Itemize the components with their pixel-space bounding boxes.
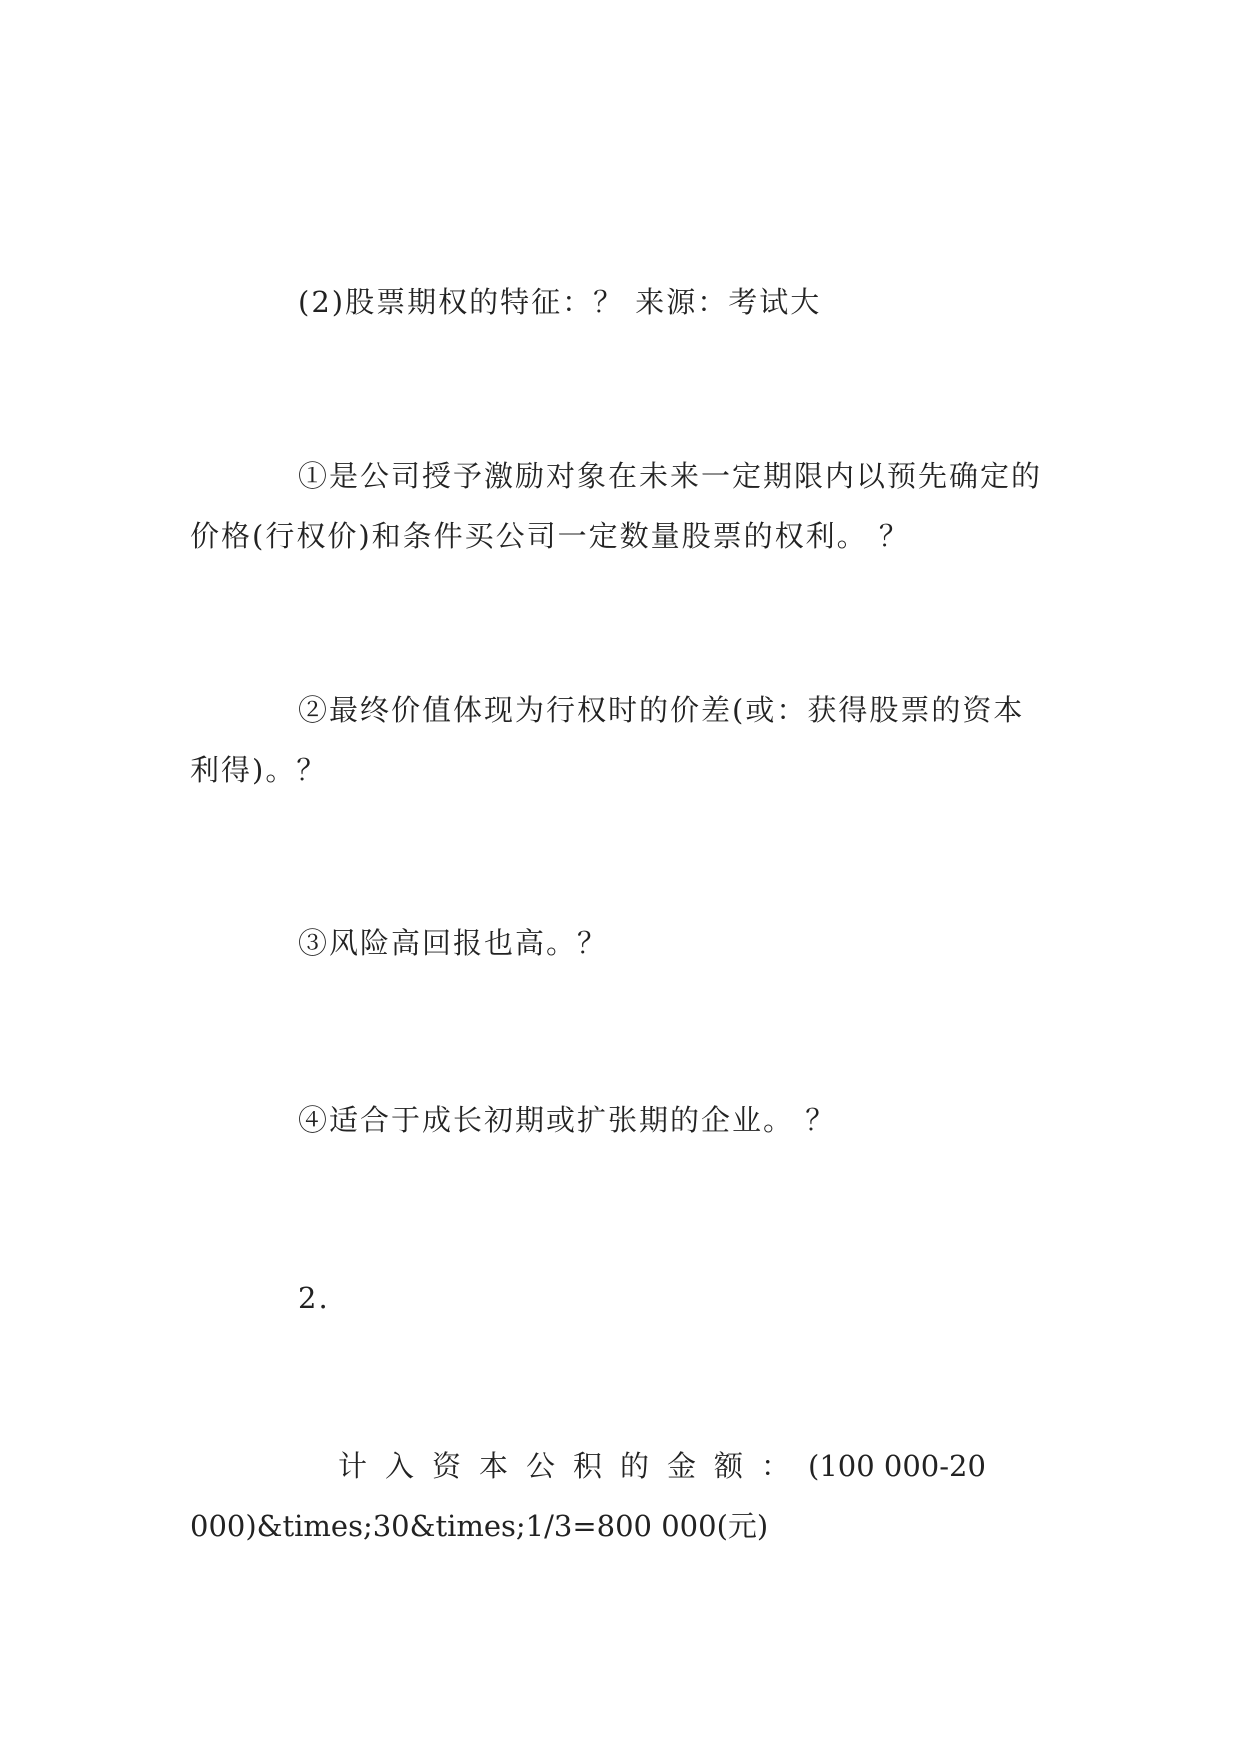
capital-reserve-calculation (190, 1436, 1052, 1556)
calculation-line-1 (190, 1436, 1052, 1496)
paragraph-feature-4: ④适合于成长初期或扩张期的企业。 ？ (298, 1103, 837, 1137)
paragraph-feature-1: ①是公司授予激励对象在未来一定期限内以预先确定的价格(行权价)和条件买公司一定数量股票的权利。 ？ (190, 459, 1043, 553)
section-number-2: 2. (298, 1281, 330, 1315)
paragraph-feature-2: ②最终价值体现为行权时的价差(或：获得股票的资本利得)。？ (190, 693, 1025, 787)
paragraph-feature-3: ③风险高回报也高。？ (298, 926, 609, 960)
paragraph-stock-option-features-heading: (2)股票期权的特征：？ 来源：考试大 (298, 285, 822, 319)
calculation-label: 计入资本公积的金额： (338, 1449, 809, 1483)
calculation-numbers: (100 000-20 (808, 1449, 986, 1483)
calculation-line-2: 000)&times;30&times;1/3=800 000(元) (190, 1509, 769, 1543)
